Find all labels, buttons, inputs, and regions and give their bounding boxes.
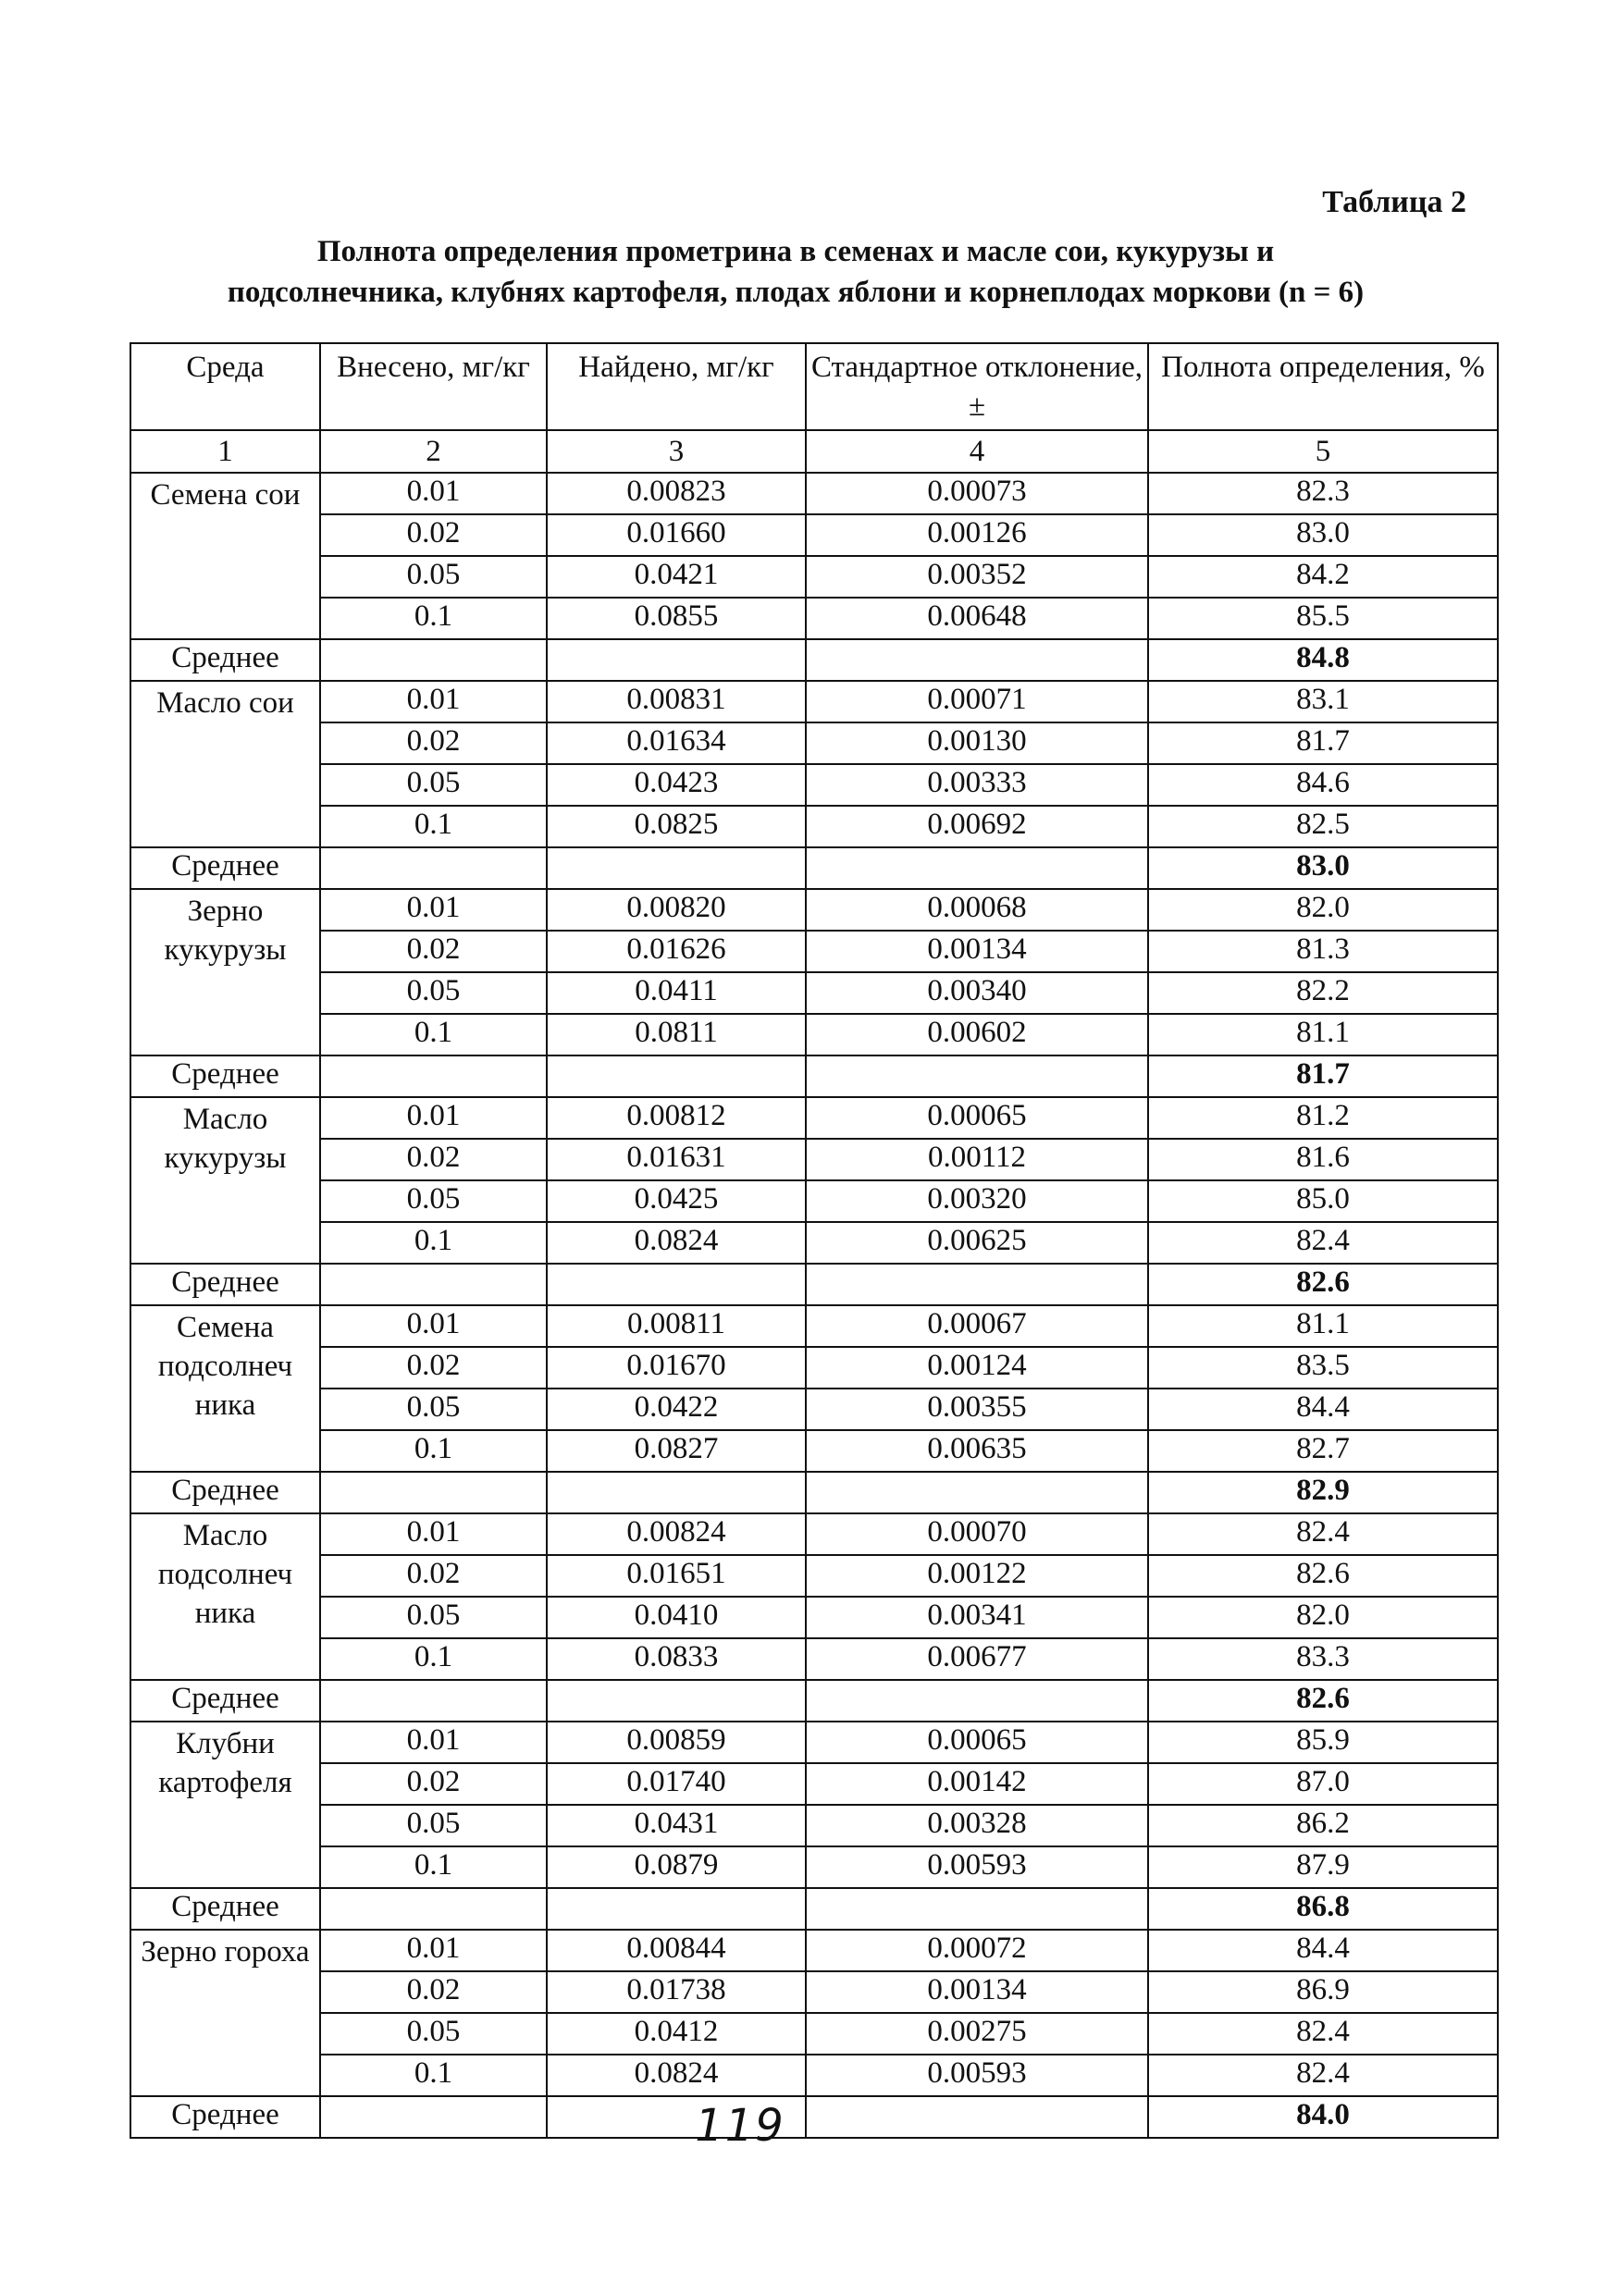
added-cell: 0.01 [320, 1513, 547, 1555]
table-row [130, 931, 1498, 972]
empty-cell [320, 1888, 547, 1930]
table-row [130, 972, 1498, 1014]
std-dev-cell: 0.00134 [806, 931, 1148, 972]
added-cell: 0.01 [320, 681, 547, 722]
empty-cell [320, 2096, 547, 2138]
added-cell: 0.05 [320, 1180, 547, 1222]
table-row [130, 1930, 1498, 1971]
table-row [130, 473, 1498, 514]
recovery-cell: 84.2 [1148, 556, 1498, 598]
mean-label: Среднее [130, 639, 320, 681]
medium-cell: Зерно кукурузы [130, 889, 320, 1055]
added-cell: 0.01 [320, 889, 547, 931]
table-row [130, 1555, 1498, 1597]
found-cell: 0.01660 [547, 514, 806, 556]
medium-cell: Семена сои [130, 473, 320, 639]
mean-value: 84.8 [1148, 639, 1498, 681]
found-cell: 0.0827 [547, 1430, 806, 1472]
recovery-cell: 82.4 [1148, 1222, 1498, 1264]
std-dev-cell: 0.00134 [806, 1971, 1148, 2013]
recovery-cell: 81.7 [1148, 722, 1498, 764]
recovery-table [130, 342, 1499, 2139]
column-number: 4 [806, 430, 1148, 473]
column-number: 2 [320, 430, 547, 473]
added-cell: 0.02 [320, 931, 547, 972]
medium-cell: Зерно гороха [130, 1930, 320, 2096]
recovery-cell: 81.3 [1148, 931, 1498, 972]
empty-cell [320, 1055, 547, 1097]
recovery-cell: 82.5 [1148, 806, 1498, 847]
found-cell: 0.0811 [547, 1014, 806, 1055]
added-cell: 0.05 [320, 1597, 547, 1638]
table-row [130, 889, 1498, 931]
added-cell: 0.1 [320, 1846, 547, 1888]
title-line-2: подсолнечника, клубнях картофеля, плодах яблони и корнеплодах моркови (n = 6) [227, 276, 1365, 309]
std-dev-cell: 0.00328 [806, 1805, 1148, 1846]
empty-cell [806, 1264, 1148, 1305]
std-dev-cell: 0.00333 [806, 764, 1148, 806]
recovery-cell: 82.3 [1148, 473, 1498, 514]
found-cell: 0.01738 [547, 1971, 806, 2013]
std-dev-cell: 0.00073 [806, 473, 1148, 514]
table-row [130, 1305, 1498, 1347]
added-cell: 0.02 [320, 1555, 547, 1597]
std-dev-cell: 0.00593 [806, 1846, 1148, 1888]
found-cell: 0.01631 [547, 1139, 806, 1180]
table-row [130, 1430, 1498, 1472]
mean-value: 82.6 [1148, 1264, 1498, 1305]
added-cell: 0.1 [320, 598, 547, 639]
added-cell: 0.02 [320, 722, 547, 764]
found-cell: 0.0411 [547, 972, 806, 1014]
recovery-cell: 87.0 [1148, 1763, 1498, 1805]
mean-row [130, 1888, 1498, 1930]
std-dev-cell: 0.00112 [806, 1139, 1148, 1180]
empty-cell [806, 1472, 1148, 1513]
table-row [130, 722, 1498, 764]
column-number: 3 [547, 430, 806, 473]
empty-cell [806, 1888, 1148, 1930]
table-row [130, 1597, 1498, 1638]
table-row [130, 806, 1498, 847]
found-cell: 0.0833 [547, 1638, 806, 1680]
std-dev-cell: 0.00352 [806, 556, 1148, 598]
found-cell: 0.01651 [547, 1555, 806, 1597]
std-dev-cell: 0.00341 [806, 1597, 1148, 1638]
recovery-cell: 86.9 [1148, 1971, 1498, 2013]
added-cell: 0.1 [320, 1014, 547, 1055]
mean-row [130, 1472, 1498, 1513]
empty-cell [547, 1264, 806, 1305]
found-cell: 0.0824 [547, 1222, 806, 1264]
header-found: Найдено, мг/кг [547, 343, 806, 430]
mean-value: 82.9 [1148, 1472, 1498, 1513]
table-row [130, 1389, 1498, 1430]
std-dev-cell: 0.00625 [806, 1222, 1148, 1264]
std-dev-cell: 0.00070 [806, 1513, 1148, 1555]
found-cell: 0.0410 [547, 1597, 806, 1638]
header-recovery: Полнота определения, % [1148, 343, 1498, 430]
table-row [130, 1971, 1498, 2013]
empty-cell [320, 1264, 547, 1305]
empty-cell [806, 639, 1148, 681]
table-row [130, 2013, 1498, 2055]
std-dev-cell: 0.00275 [806, 2013, 1148, 2055]
table-row [130, 514, 1498, 556]
table-title [111, 231, 1480, 313]
found-cell: 0.0423 [547, 764, 806, 806]
std-dev-cell: 0.00677 [806, 1638, 1148, 1680]
added-cell: 0.05 [320, 764, 547, 806]
recovery-cell: 85.0 [1148, 1180, 1498, 1222]
table-row [130, 1139, 1498, 1180]
added-cell: 0.02 [320, 1971, 547, 2013]
empty-cell [547, 847, 806, 889]
table-row [130, 1722, 1498, 1763]
found-cell: 0.01670 [547, 1347, 806, 1389]
std-dev-cell: 0.00065 [806, 1722, 1148, 1763]
medium-cell: Масло подсолнеч ника [130, 1513, 320, 1680]
std-dev-cell: 0.00340 [806, 972, 1148, 1014]
std-dev-cell: 0.00648 [806, 598, 1148, 639]
recovery-cell: 84.4 [1148, 1389, 1498, 1430]
empty-cell [547, 639, 806, 681]
empty-cell [320, 847, 547, 889]
found-cell: 0.00820 [547, 889, 806, 931]
empty-cell [547, 1055, 806, 1097]
table-row [130, 1805, 1498, 1846]
mean-row [130, 2096, 1498, 2138]
medium-cell: Масло сои [130, 681, 320, 847]
table-row [130, 1180, 1498, 1222]
empty-cell [320, 1680, 547, 1722]
empty-cell [320, 639, 547, 681]
found-cell: 0.00844 [547, 1930, 806, 1971]
found-cell: 0.00824 [547, 1513, 806, 1555]
found-cell: 0.0422 [547, 1389, 806, 1430]
medium-cell: Семена подсолнеч ника [130, 1305, 320, 1472]
found-cell: 0.00859 [547, 1722, 806, 1763]
added-cell: 0.05 [320, 2013, 547, 2055]
empty-cell [806, 1055, 1148, 1097]
table-row [130, 1347, 1498, 1389]
std-dev-cell: 0.00068 [806, 889, 1148, 931]
table-row [130, 1097, 1498, 1139]
recovery-cell: 85.5 [1148, 598, 1498, 639]
header-std-dev: Стандартное отклонение, ± [806, 343, 1148, 430]
added-cell: 0.05 [320, 1389, 547, 1430]
table-row [130, 1513, 1498, 1555]
empty-cell [547, 1472, 806, 1513]
empty-cell [806, 847, 1148, 889]
added-cell: 0.1 [320, 1222, 547, 1264]
found-cell: 0.0825 [547, 806, 806, 847]
table-row [130, 764, 1498, 806]
std-dev-cell: 0.00593 [806, 2055, 1148, 2096]
added-cell: 0.01 [320, 1097, 547, 1139]
found-cell: 0.01634 [547, 722, 806, 764]
column-number: 5 [1148, 430, 1498, 473]
recovery-cell: 82.0 [1148, 1597, 1498, 1638]
found-cell: 0.0879 [547, 1846, 806, 1888]
mean-label: Среднее [130, 1264, 320, 1305]
recovery-cell: 81.1 [1148, 1014, 1498, 1055]
added-cell: 0.01 [320, 1305, 547, 1347]
empty-cell [806, 1680, 1148, 1722]
added-cell: 0.05 [320, 1805, 547, 1846]
found-cell: 0.0431 [547, 1805, 806, 1846]
medium-cell: Клубни картофеля [130, 1722, 320, 1888]
recovery-cell: 83.5 [1148, 1347, 1498, 1389]
mean-row [130, 1264, 1498, 1305]
table-row [130, 681, 1498, 722]
mean-row [130, 1055, 1498, 1097]
recovery-cell: 82.0 [1148, 889, 1498, 931]
added-cell: 0.01 [320, 473, 547, 514]
mean-label: Среднее [130, 847, 320, 889]
std-dev-cell: 0.00602 [806, 1014, 1148, 1055]
page-number: 119 [695, 2100, 785, 2152]
mean-label: Среднее [130, 1680, 320, 1722]
added-cell: 0.05 [320, 972, 547, 1014]
std-dev-cell: 0.00122 [806, 1555, 1148, 1597]
mean-label: Среднее [130, 1472, 320, 1513]
recovery-cell: 82.4 [1148, 1513, 1498, 1555]
recovery-cell: 81.1 [1148, 1305, 1498, 1347]
found-cell: 0.00823 [547, 473, 806, 514]
std-dev-cell: 0.00692 [806, 806, 1148, 847]
table-row [130, 1222, 1498, 1264]
column-number: 1 [130, 430, 320, 473]
recovery-cell: 82.4 [1148, 2055, 1498, 2096]
recovery-cell: 81.6 [1148, 1139, 1498, 1180]
table-label: Таблица 2 [1322, 185, 1466, 219]
std-dev-cell: 0.00320 [806, 1180, 1148, 1222]
mean-label: Среднее [130, 1888, 320, 1930]
mean-label: Среднее [130, 2096, 320, 2138]
std-dev-cell: 0.00065 [806, 1097, 1148, 1139]
found-cell: 0.0421 [547, 556, 806, 598]
table-row [130, 1638, 1498, 1680]
mean-value: 83.0 [1148, 847, 1498, 889]
added-cell: 0.02 [320, 1139, 547, 1180]
header-added: Внесено, мг/кг [320, 343, 547, 430]
recovery-cell: 81.2 [1148, 1097, 1498, 1139]
header-row [130, 343, 1498, 430]
added-cell: 0.01 [320, 1722, 547, 1763]
recovery-cell: 82.7 [1148, 1430, 1498, 1472]
added-cell: 0.02 [320, 1763, 547, 1805]
std-dev-cell: 0.00072 [806, 1930, 1148, 1971]
added-cell: 0.1 [320, 806, 547, 847]
header-medium: Среда [130, 343, 320, 430]
recovery-cell: 82.2 [1148, 972, 1498, 1014]
mean-value: 81.7 [1148, 1055, 1498, 1097]
added-cell: 0.02 [320, 514, 547, 556]
recovery-cell: 83.1 [1148, 681, 1498, 722]
medium-cell: Масло кукурузы [130, 1097, 320, 1264]
mean-row [130, 639, 1498, 681]
table-row [130, 1014, 1498, 1055]
title-line-1: Полнота определения прометрина в семенах и масле сои, кукурузы и [316, 235, 1275, 268]
mean-label: Среднее [130, 1055, 320, 1097]
std-dev-cell: 0.00067 [806, 1305, 1148, 1347]
recovery-cell: 82.6 [1148, 1555, 1498, 1597]
std-dev-cell: 0.00124 [806, 1347, 1148, 1389]
added-cell: 0.02 [320, 1347, 547, 1389]
recovery-cell: 83.3 [1148, 1638, 1498, 1680]
table-row [130, 598, 1498, 639]
mean-row [130, 1680, 1498, 1722]
std-dev-cell: 0.00635 [806, 1430, 1148, 1472]
mean-value: 82.6 [1148, 1680, 1498, 1722]
recovery-cell: 85.9 [1148, 1722, 1498, 1763]
found-cell: 0.00812 [547, 1097, 806, 1139]
recovery-cell: 84.6 [1148, 764, 1498, 806]
table-row [130, 1846, 1498, 1888]
mean-value: 86.8 [1148, 1888, 1498, 1930]
std-dev-cell: 0.00142 [806, 1763, 1148, 1805]
found-cell: 0.01740 [547, 1763, 806, 1805]
added-cell: 0.05 [320, 556, 547, 598]
recovery-cell: 87.9 [1148, 1846, 1498, 1888]
found-cell: 0.01626 [547, 931, 806, 972]
mean-value: 84.0 [1148, 2096, 1498, 2138]
table-row [130, 1763, 1498, 1805]
found-cell: 0.0824 [547, 2055, 806, 2096]
added-cell: 0.01 [320, 1930, 547, 1971]
mean-row [130, 847, 1498, 889]
empty-cell [547, 1888, 806, 1930]
recovery-cell: 86.2 [1148, 1805, 1498, 1846]
empty-cell [806, 2096, 1148, 2138]
column-number-row [130, 430, 1498, 473]
table-body [130, 473, 1498, 2138]
added-cell: 0.1 [320, 2055, 547, 2096]
found-cell: 0.0425 [547, 1180, 806, 1222]
empty-cell [547, 1680, 806, 1722]
table-row [130, 556, 1498, 598]
empty-cell [320, 1472, 547, 1513]
table-row [130, 2055, 1498, 2096]
std-dev-cell: 0.00126 [806, 514, 1148, 556]
recovery-cell: 82.4 [1148, 2013, 1498, 2055]
std-dev-cell: 0.00355 [806, 1389, 1148, 1430]
std-dev-cell: 0.00071 [806, 681, 1148, 722]
found-cell: 0.0855 [547, 598, 806, 639]
added-cell: 0.1 [320, 1638, 547, 1680]
found-cell: 0.00831 [547, 681, 806, 722]
added-cell: 0.1 [320, 1430, 547, 1472]
found-cell: 0.0412 [547, 2013, 806, 2055]
recovery-cell: 83.0 [1148, 514, 1498, 556]
recovery-cell: 84.4 [1148, 1930, 1498, 1971]
std-dev-cell: 0.00130 [806, 722, 1148, 764]
found-cell: 0.00811 [547, 1305, 806, 1347]
